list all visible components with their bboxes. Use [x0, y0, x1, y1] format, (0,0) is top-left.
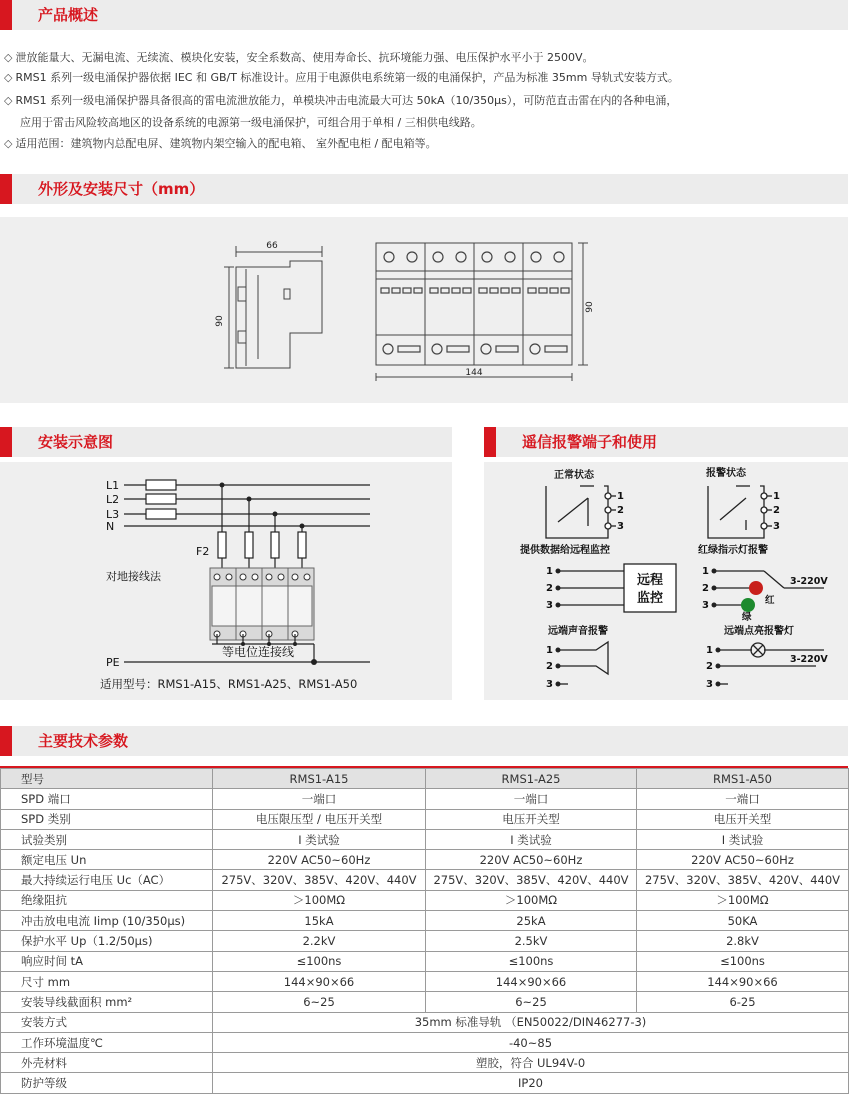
table-row: [1, 992, 849, 1012]
row-value: ≤100ns: [213, 951, 426, 971]
row-value: 2.5kV: [426, 931, 637, 951]
table-row: [1, 911, 849, 931]
row-label: 安装导线截面积 mm²: [1, 992, 213, 1012]
overview-line-3: ◇ RMS1 系列一级电涌保护器具备很高的雷电流泄放能力，单模块冲击电流最大可达 50kA（10/350μs），可防范直击雷在内的各种电涌，: [4, 94, 678, 107]
row-value: I 类试验: [426, 829, 637, 849]
row-label: 额定电压 Un: [1, 850, 213, 870]
terminal-2: 2: [702, 583, 709, 594]
row-label: 试验类别: [1, 829, 213, 849]
normal-state-label: 正常状态: [554, 470, 594, 481]
row-label: 冲击放电电流 Iimp (10/350μs): [1, 911, 213, 931]
section-marker: [484, 427, 496, 457]
section-header-overview: [0, 0, 848, 30]
install-diagram-panel: [0, 462, 452, 700]
row-value: IP20: [213, 1073, 849, 1093]
section-header-alarm: [484, 427, 848, 457]
overview-line-1: ◇ 泄放能量大、无漏电流、无续流、模块化安装，安全系数高、使用寿命长、抗环境能力强、电压保护水平小于 2500V。: [4, 51, 594, 64]
section-marker: [0, 174, 12, 204]
table-header-row: [1, 769, 849, 789]
row-value: 一端口: [426, 789, 637, 809]
table-row: [1, 971, 849, 991]
row-value: 144×90×66: [637, 971, 849, 991]
row-value: 220V AC50~60Hz: [637, 850, 849, 870]
row-value: 275V、320V、385V、420V、440V: [426, 870, 637, 890]
remote-monitor-line2: 监控: [636, 591, 664, 606]
terminal-2: 2: [546, 583, 553, 594]
table-row: [1, 931, 849, 951]
section-title-dimensions: 外形及安装尺寸（mm）: [38, 180, 205, 198]
dim-height-front: 90: [585, 301, 595, 313]
dimension-drawing: [0, 217, 848, 403]
section-title-overview: 产品概述: [38, 6, 99, 24]
row-value: -40~85: [213, 1032, 849, 1052]
table-row: [1, 829, 849, 849]
line-label-l2: L2: [106, 493, 120, 506]
row-value: 一端口: [637, 789, 849, 809]
row-label: SPD 端口: [1, 789, 213, 809]
row-value: 220V AC50~60Hz: [426, 850, 637, 870]
equipotential-label: 等电位连接线: [222, 645, 295, 659]
row-value: 275V、320V、385V、420V、440V: [637, 870, 849, 890]
remote-lamp-label: 远端点亮报警灯: [724, 626, 794, 637]
remote-sound-label: 远端声音报警: [548, 626, 608, 637]
voltage-label: 3-220V: [790, 576, 828, 587]
row-label: 最大持续运行电压 Uc（AC）: [1, 870, 213, 890]
alarm-state-label: 报警状态: [706, 468, 746, 479]
row-value: 144×90×66: [213, 971, 426, 991]
green-indicator-icon: [741, 598, 755, 612]
dimension-drawing-panel: [0, 217, 848, 403]
terminal-1: 1: [706, 645, 713, 656]
section-header-dimensions: [0, 174, 848, 204]
overview-line-2: ◇ RMS1 系列一级电涌保护器依据 IEC 和 GB/T 标准设计。应用于电源供电系统第一级的电涌保护，产品为标准 35mm 导轨式安装方式。: [4, 71, 679, 84]
line-label-l3: L3: [106, 508, 120, 521]
row-label: 外壳材料: [1, 1053, 213, 1073]
line-label-n: N: [106, 520, 115, 533]
terminal-3: 3: [773, 521, 780, 532]
section-title-install: 安装示意图: [38, 433, 114, 451]
alarm-diagram-panel: [484, 462, 848, 700]
row-value: 电压开关型: [637, 809, 849, 829]
row-label: 尺寸 mm: [1, 971, 213, 991]
row-value: 35mm 标准导轨 （EN50022/DIN46277-3): [213, 1012, 849, 1032]
terminal-1: 1: [546, 645, 553, 656]
table-row: [1, 789, 849, 809]
terminal-3: 3: [546, 679, 553, 690]
table-row: [1, 1053, 849, 1073]
row-label: SPD 类别: [1, 809, 213, 829]
terminal-3: 3: [706, 679, 713, 690]
table-row: [1, 809, 849, 829]
table-row: [1, 1012, 849, 1032]
terminal-1: 1: [546, 566, 553, 577]
terminal-2: 2: [773, 505, 780, 516]
row-value: ≤100ns: [426, 951, 637, 971]
dim-width-front: 144: [465, 368, 483, 378]
table-row: [1, 1032, 849, 1052]
terminal-1: 1: [702, 566, 709, 577]
row-value: 电压限压型 / 电压开关型: [213, 809, 426, 829]
row-value: 6~25: [426, 992, 637, 1012]
red-indicator-icon: [749, 581, 763, 595]
terminal-3: 3: [546, 600, 553, 611]
section-marker: [0, 0, 12, 30]
table-row: [1, 870, 849, 890]
row-value: 塑胶，符合 UL94V-0: [213, 1053, 849, 1073]
section-marker: [0, 726, 12, 756]
row-value: ＞100MΩ: [213, 890, 426, 910]
row-value: I 类试验: [637, 829, 849, 849]
remote-data-label: 提供数据给远程监控: [520, 545, 610, 556]
row-label: 绝缘阻抗: [1, 890, 213, 910]
table-row: [1, 1073, 849, 1093]
terminal-3: 3: [702, 600, 709, 611]
header-model: RMS1-A25: [426, 769, 637, 789]
terminal-3: 3: [617, 521, 624, 532]
overview-line-3-continued: 应用于雷击风险较高地区的设备系统的电源第一级电涌保护，可组合用于单相 / 三相供电线路。: [20, 116, 482, 129]
row-value: 6-25: [637, 992, 849, 1012]
line-label-l1: L1: [106, 479, 120, 492]
header-model: RMS1-A15: [213, 769, 426, 789]
terminal-2: 2: [706, 661, 713, 672]
row-value: 2.8kV: [637, 931, 849, 951]
table-row: [1, 850, 849, 870]
terminal-1: 1: [773, 491, 780, 502]
section-title-alarm: 遥信报警端子和使用: [522, 433, 658, 451]
applicable-models: 适用型号：RMS1-A15、RMS1-A25、RMS1-A50: [100, 677, 358, 691]
table-row: [1, 951, 849, 971]
section-title-specs: 主要技术参数: [38, 732, 129, 750]
row-value: ＞100MΩ: [426, 890, 637, 910]
row-label: 响应时间 tA: [1, 951, 213, 971]
row-value: 220V AC50~60Hz: [213, 850, 426, 870]
red-green-light-label: 红绿指示灯报警: [698, 545, 768, 556]
row-value: ＞100MΩ: [637, 890, 849, 910]
terminal-2: 2: [546, 661, 553, 672]
terminal-2: 2: [617, 505, 624, 516]
voltage-label: 3-220V: [790, 654, 828, 665]
row-value: 电压开关型: [426, 809, 637, 829]
fuse-label: F2: [196, 545, 210, 558]
row-label: 防护等级: [1, 1073, 213, 1093]
row-label: 工作环境温度℃: [1, 1032, 213, 1052]
remote-monitor-line1: 远程: [636, 573, 664, 588]
row-value: 2.2kV: [213, 931, 426, 951]
green-label: 绿: [742, 612, 752, 623]
row-value: 144×90×66: [426, 971, 637, 991]
row-value: ≤100ns: [637, 951, 849, 971]
row-label: 保护水平 Up（1.2/50μs): [1, 931, 213, 951]
section-header-specs: [0, 726, 848, 756]
overview-line-4: ◇ 适用范围：建筑物内总配电屏、建筑物内架空输入的配电箱、 室外配电柜 / 配电箱等。: [4, 137, 437, 150]
terminal-1: 1: [617, 491, 624, 502]
ground-method-label: 对地接线法: [106, 570, 161, 583]
row-value: 15kA: [213, 911, 426, 931]
row-label: 安装方式: [1, 1012, 213, 1032]
header-label: 型号: [1, 769, 213, 789]
row-value: 50KA: [637, 911, 849, 931]
red-label: 红: [765, 595, 775, 606]
dim-height-side: 90: [215, 315, 225, 327]
row-value: 一端口: [213, 789, 426, 809]
table-row: [1, 890, 849, 910]
dim-width-side: 66: [266, 241, 278, 251]
install-diagram: [0, 462, 452, 700]
alarm-diagram: [484, 462, 848, 700]
row-value: 25kA: [426, 911, 637, 931]
row-value: 275V、320V、385V、420V、440V: [213, 870, 426, 890]
section-marker: [0, 427, 12, 457]
pe-label: PE: [106, 656, 120, 669]
section-header-install: [0, 427, 452, 457]
spec-table: [0, 768, 849, 1094]
header-model: RMS1-A50: [637, 769, 849, 789]
row-value: I 类试验: [213, 829, 426, 849]
row-value: 6~25: [213, 992, 426, 1012]
